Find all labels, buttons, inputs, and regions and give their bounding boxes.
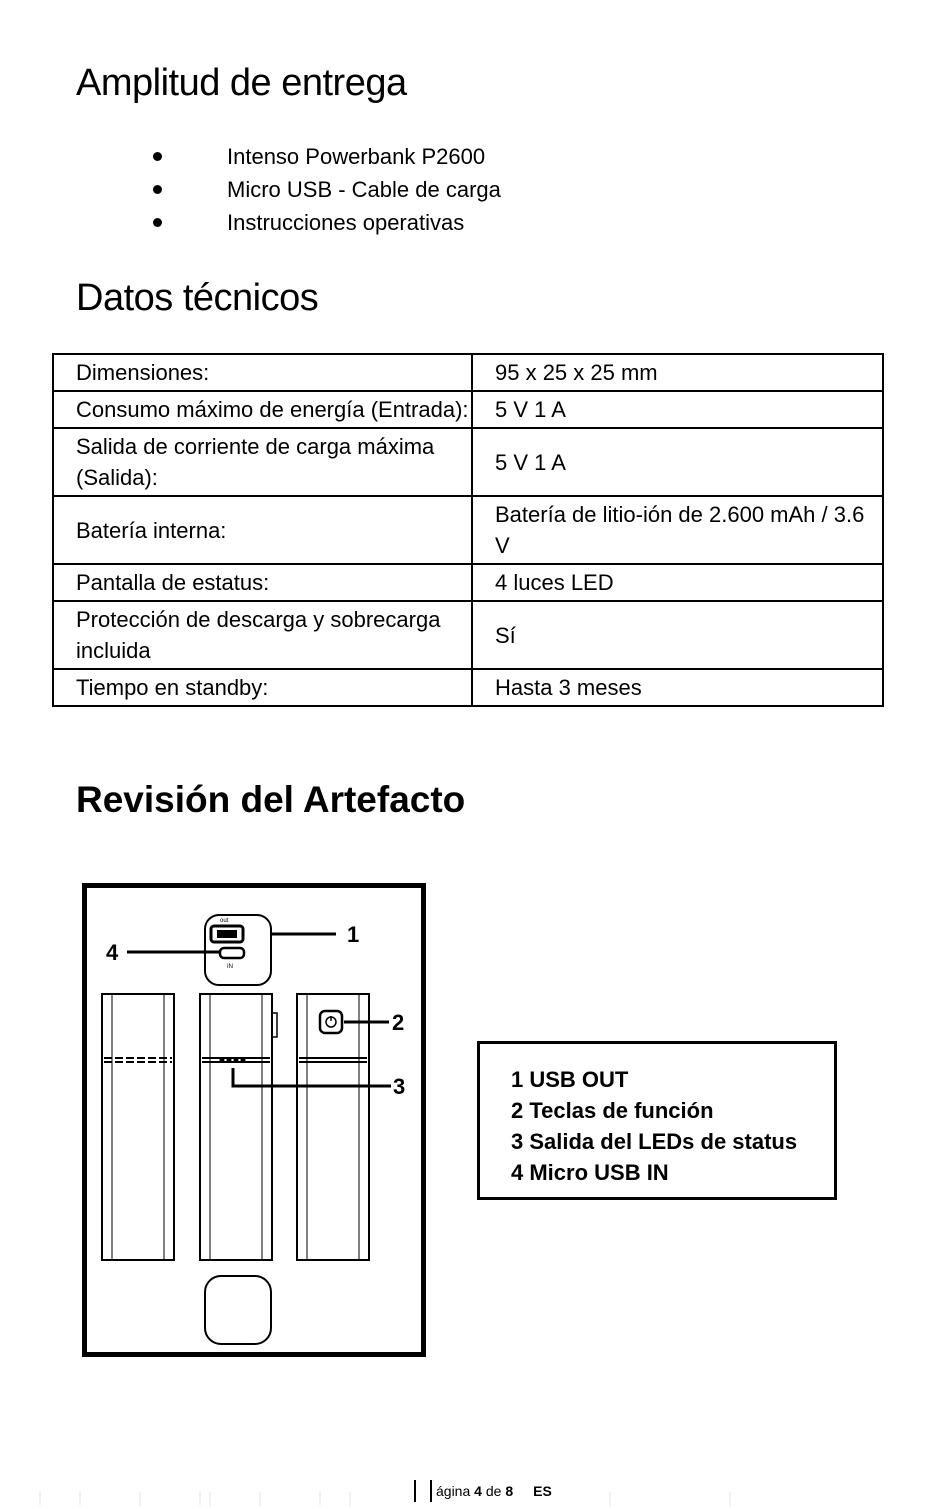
device-diagram	[82, 883, 426, 1357]
language-code: ES	[533, 1483, 552, 1499]
specs-table	[52, 353, 884, 707]
callout-line-3	[233, 1068, 391, 1086]
legend-box	[477, 1041, 837, 1200]
table-row	[53, 669, 883, 706]
legend-item: 3 Salida del LEDs de status	[511, 1129, 798, 1154]
footer-bar-icon	[414, 1480, 432, 1502]
list-item	[150, 206, 501, 239]
legend-item: 1 USB OUT	[511, 1067, 629, 1092]
callout-1: 1	[347, 922, 360, 947]
bullet-icon	[153, 152, 162, 161]
spec-label: Dimensiones:	[53, 354, 472, 391]
spec-label: Tiempo en standby:	[53, 669, 472, 706]
list-item-label: Micro USB - Cable de carga	[227, 176, 501, 202]
callout-4: 4	[106, 940, 119, 965]
table-row	[53, 564, 883, 601]
spec-value: 95 x 25 x 25 mm	[472, 354, 883, 391]
bottom-view-outline	[205, 1276, 271, 1344]
scope-list	[150, 140, 501, 239]
table-row	[53, 601, 883, 669]
spec-label: Consumo máximo de energía (Entrada):	[53, 391, 472, 428]
list-item-label: Intenso Powerbank P2600	[227, 143, 486, 169]
list-item-label: Instrucciones operativas	[227, 209, 465, 235]
callout-2: 2	[392, 1010, 405, 1035]
port-label-out: out	[220, 918, 229, 924]
page-number: 4	[474, 1483, 482, 1499]
powerbank-drawing	[87, 888, 421, 1352]
spec-value: 4 luces LED	[472, 564, 883, 601]
table-row	[53, 391, 883, 428]
legend-item: 2 Teclas de función	[511, 1098, 714, 1123]
spec-value: Hasta 3 meses	[472, 669, 883, 706]
spec-value: Batería de litio-ión de 2.600 mAh / 3.6 V	[472, 496, 883, 564]
page-total: 8	[505, 1483, 514, 1499]
bullet-icon	[153, 218, 162, 227]
spec-label: Protección de descarga y sobrecarga incluida	[53, 601, 472, 669]
bullet-icon	[153, 185, 162, 194]
function-button	[320, 1011, 342, 1033]
spec-label: Salida de corriente de carga máxima (Salida):	[53, 428, 472, 496]
legend-item: 4 Micro USB IN	[511, 1160, 669, 1185]
list-item	[150, 173, 501, 206]
spec-label: Pantalla de estatus:	[53, 564, 472, 601]
callout-3: 3	[393, 1074, 406, 1099]
spec-label: Batería interna:	[53, 496, 472, 564]
page-prefix: ágina	[436, 1483, 471, 1499]
spec-value: 5 V 1 A	[472, 428, 883, 496]
side-view-left	[102, 994, 174, 1260]
overview-heading: Revisión del Artefacto	[76, 779, 466, 820]
table-row	[53, 496, 883, 564]
scope-heading: Amplitud de entrega	[76, 62, 407, 104]
micro-usb-port	[220, 948, 244, 958]
spec-value: Sí	[472, 601, 883, 669]
page-footer	[414, 1480, 552, 1502]
specs-heading: Datos técnicos	[76, 277, 319, 319]
table-row	[53, 354, 883, 391]
table-row	[53, 428, 883, 496]
spec-value: 5 V 1 A	[472, 391, 883, 428]
page-sep: de	[485, 1483, 502, 1499]
port-label-in: IN	[227, 964, 233, 970]
list-item	[150, 140, 501, 173]
side-view-front	[200, 994, 272, 1260]
